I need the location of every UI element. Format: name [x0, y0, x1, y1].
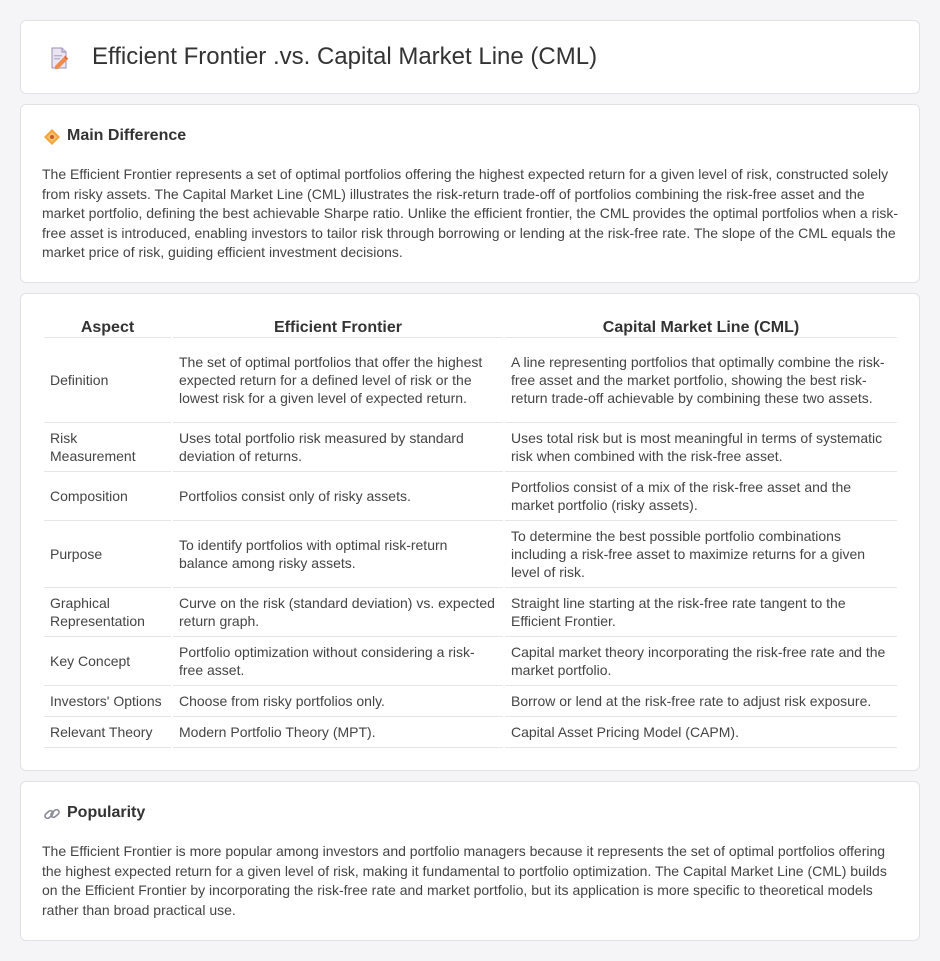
cml-cell: Portfolios consist of a mix of the risk-free asset and the market portfolio (risky assets).: [505, 472, 897, 521]
popularity-card: [20, 781, 920, 941]
column-header-aspect: Aspect: [44, 314, 171, 338]
main-difference-heading: Main Difference: [67, 127, 187, 144]
table-row: [44, 423, 897, 472]
document-edit-icon: [47, 46, 71, 70]
aspect-cell: Purpose: [44, 521, 171, 588]
aspect-cell: Investors' Options: [44, 686, 171, 717]
table-row: [44, 521, 897, 588]
aspect-cell: Graphical Representation: [44, 588, 171, 637]
efficient-frontier-cell: To identify portfolios with optimal risk-return balance among risky assets.: [173, 521, 503, 588]
efficient-frontier-cell: Uses total portfolio risk measured by standard deviation of returns.: [173, 423, 503, 472]
table-row: [44, 338, 897, 423]
comparison-table: [42, 314, 899, 748]
aspect-cell: Risk Measurement: [44, 423, 171, 472]
aspect-cell: Composition: [44, 472, 171, 521]
table-row: [44, 637, 897, 686]
column-header-cml: Capital Market Line (CML): [505, 314, 897, 338]
link-icon: [43, 805, 61, 823]
efficient-frontier-cell: Modern Portfolio Theory (MPT).: [173, 717, 503, 748]
efficient-frontier-cell: Portfolio optimization without considering a risk-free asset.: [173, 637, 503, 686]
cml-cell: To determine the best possible portfolio combinations including a risk-free asset to maximize returns for a given level of risk.: [505, 521, 897, 588]
efficient-frontier-cell: The set of optimal portfolios that offer the highest expected return for a defined level of risk or the lowest risk for a given level of expected return.: [173, 338, 503, 423]
cml-cell: Capital Asset Pricing Model (CAPM).: [505, 717, 897, 748]
main-difference-text: The Efficient Frontier represents a set of optimal portfolios offering the highest expected return for a given level of risk, constructed solely from risky assets. The Capital Market Line (CML) illustrates the risk-return trade-off of portfolios combining the risk-free asset and the market portfolio, defining the best achievable Sharpe ratio. Unlike the efficient frontier, the CML provides the optimal portfolios when a risk-free asset is introduced, enabling investors to tailor risk through borrowing or lending at the risk-free rate. The slope of the CML equals the market price of risk, guiding efficient investment decisions.: [42, 166, 899, 261]
popularity-heading: Popularity: [67, 804, 146, 821]
cml-cell: Borrow or lend at the risk-free rate to adjust risk exposure.: [505, 686, 897, 717]
page-title: Efficient Frontier .vs. Capital Market Line (CML): [92, 43, 598, 70]
efficient-frontier-cell: Portfolios consist only of risky assets.: [173, 472, 503, 521]
popularity-text: The Efficient Frontier is more popular among investors and portfolio managers because it represents the set of optimal portfolios offering the highest expected return for a given level of risk, making it fundamental to portfolio optimization. The Capital Market Line (CML) builds on the Efficient Frontier by incorporating the risk-free rate and market portfolio, but its application is more specific to theoretical models rather than broad practical use.: [42, 843, 887, 918]
header-card: [20, 20, 920, 94]
table-row: [44, 717, 897, 748]
table-row: [44, 472, 897, 521]
table-row: [44, 588, 897, 637]
cml-cell: Capital market theory incorporating the risk-free rate and the market portfolio.: [505, 637, 897, 686]
cml-cell: A line representing portfolios that optimally combine the risk-free asset and the market portfolio, showing the best risk-return trade-off achievable by combining these two assets.: [505, 338, 897, 423]
cml-cell: Straight line starting at the risk-free rate tangent to the Efficient Frontier.: [505, 588, 897, 637]
efficient-frontier-cell: Curve on the risk (standard deviation) vs. expected return graph.: [173, 588, 503, 637]
comparison-card: [20, 293, 920, 771]
table-row: [44, 686, 897, 717]
aspect-cell: Relevant Theory: [44, 717, 171, 748]
column-header-efficient-frontier: Efficient Frontier: [173, 314, 503, 338]
cml-cell: Uses total risk but is most meaningful in terms of systematic risk when combined with the risk-free asset.: [505, 423, 897, 472]
diamond-icon: [43, 128, 61, 146]
aspect-cell: Definition: [44, 338, 171, 423]
efficient-frontier-cell: Choose from risky portfolios only.: [173, 686, 503, 717]
table-header-row: [44, 314, 897, 338]
aspect-cell: Key Concept: [44, 637, 171, 686]
main-difference-card: [20, 104, 920, 283]
